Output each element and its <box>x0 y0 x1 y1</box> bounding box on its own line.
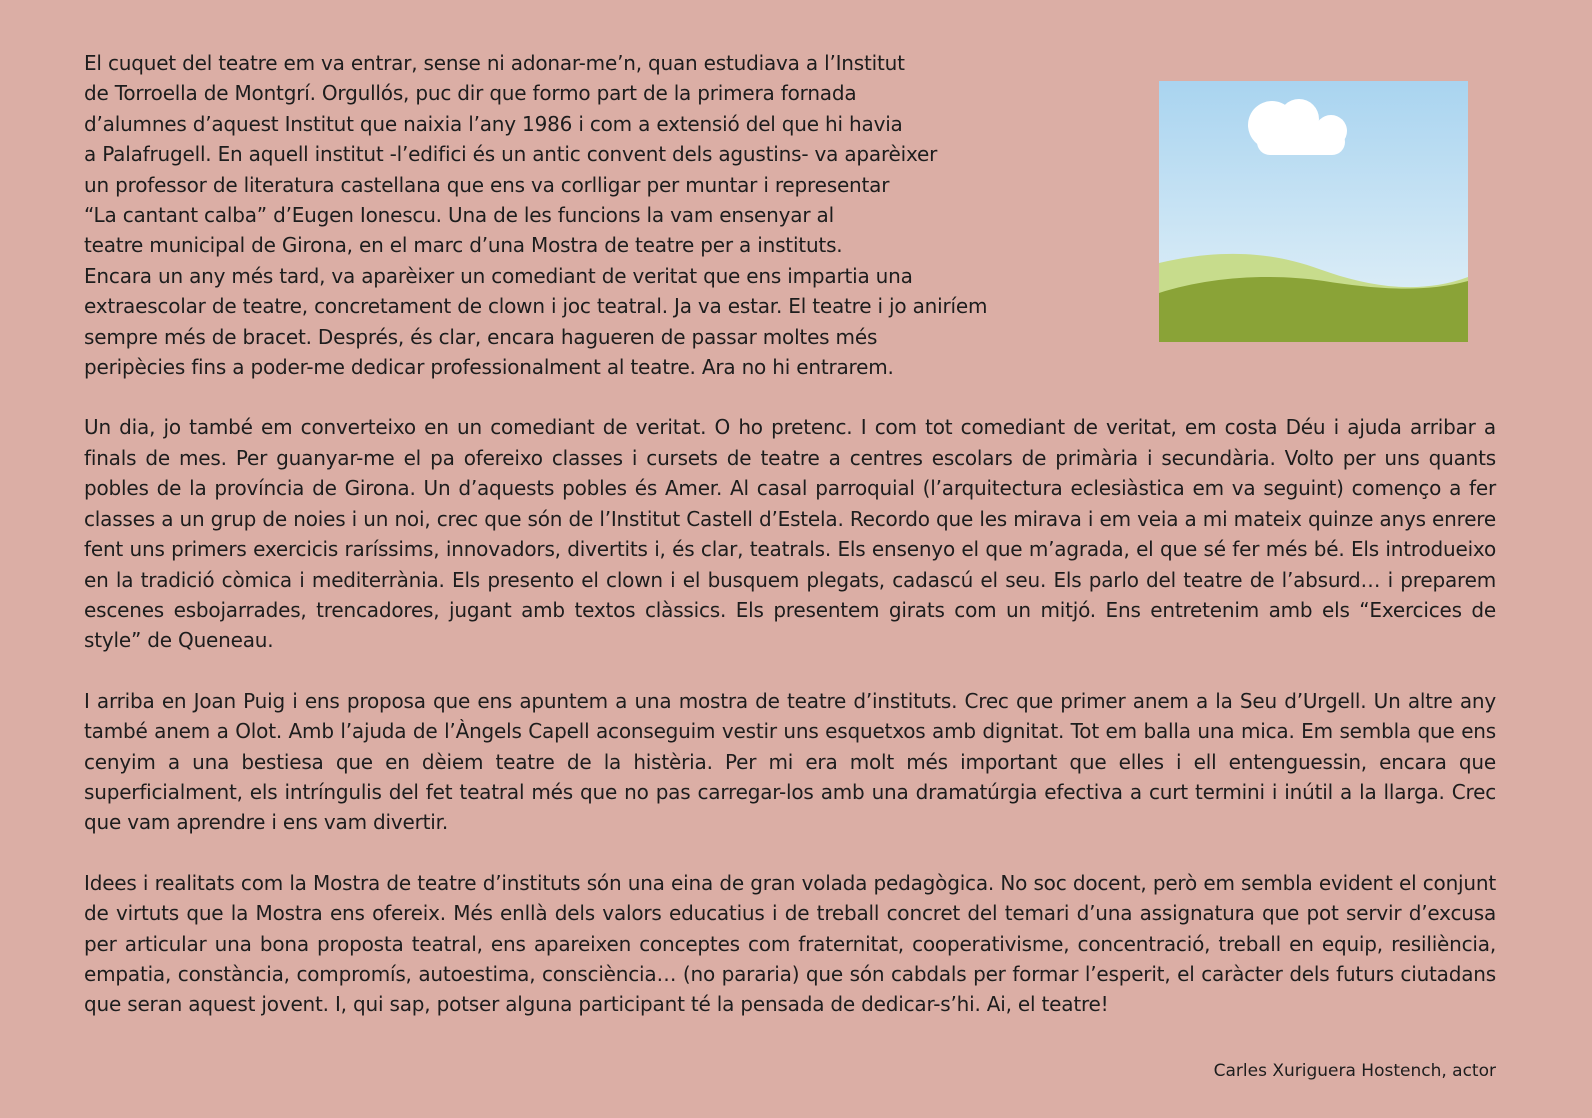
author-signature: Carles Xuriguera Hostench, actor <box>1213 1061 1496 1081</box>
paragraph-2: Un dia, jo també em converteixo en un comediant de veritat. O ho pretenc. I com tot comediant de veritat, em costa Déu i ajuda arribar a finals de mes. Per guanyar-me el pa ofereixo classes i cursets de teatre a centres escolars de primària i secundària. Volto per uns quants pobles de la província de Girona. Un d’aquests pobles és Amer. Al casal parroquial (l’arquitectura eclesiàstica em va seguint) començo a fer classes a un grup de noies i un noi, crec que són de l’Institut Castell d’Estela. Recordo que les mirava i em veia a mi mateix quinze anys enrere fent uns primers exercicis raríssims, innovadors, divertits i, és clar, teatrals. Els ensenyo el que m’agrada, el que sé fer més bé. Els introdueixo en la tradició còmica i mediterrània. Els presento el clown i el busquem plegats, cadascú el seu. Els parlo del teatre de l’absurd… i preparem escenes esbojarrades, trencadores, jugant amb textos clàssics. Els presentem girats com un mitjó. Ens entretenim amb els “Exercices de style” de Queneau. <box>84 415 1496 653</box>
paragraph-1 <box>84 48 1084 382</box>
paragraph-3: I arriba en Joan Puig i ens proposa que ens apuntem a una mostra de teatre d’instituts. Crec que primer anem a la Seu d’Urgell. Un altre any també anem a Olot. Amb l’ajuda de l’Àngels Capell aconseguim vestir uns esquetxos amb dignitat. Tot em balla una mica. Em sembla que ens cenyim a una bestiesa que en dèiem teatre de la histèria. Per mi era molt més important que elles i ell entenguessin, encara que superficialment, els intríngulis del fet teatral més que no pas carregar-los amb una dramatúrgia efectiva a curt termini i inútil a la llarga. Crec que vam aprendre i ens vam divertir. <box>84 688 1496 835</box>
paragraph-1-line: peripècies fins a poder-me dedicar professionalment al teatre. Ara no hi entrarem. <box>84 355 894 380</box>
paragraph-1-line: sempre més de bracet. Després, és clar, encara hagueren de passar moltes més <box>84 324 878 349</box>
landscape-icon <box>1159 81 1468 342</box>
paragraph-1-line: un professor de literatura castellana que ens va corlligar per muntar i representar <box>84 172 890 197</box>
paragraph-1-line: a Palafrugell. En aquell institut -l’edifici és un antic convent dels agustins- va aparèixer <box>84 142 938 167</box>
paragraph-1-line: El cuquet del teatre em va entrar, sense ni adonar-me’n, quan estudiava a l’Institut <box>84 51 905 75</box>
paragraph-1-line: “La cantant calba” d’Eugen Ionescu. Una de les funcions la vam ensenyar al <box>84 203 834 228</box>
paragraph-1-line: d’alumnes d’aquest Institut que naixia l’any 1986 i com a extensió del que hi havia <box>84 111 903 136</box>
paragraph-1-line: Encara un any més tard, va aparèixer un comediant de veritat que ens impartia una <box>84 263 913 288</box>
paragraph-4: Idees i realitats com la Mostra de teatre d’instituts són una eina de gran volada pedagògica. No soc docent, però em sembla evident el conjunt de virtuts que la Mostra ens ofereix. Més enllà dels valors educatius i de treball concret del temari d’una assignatura que pot servir d’excusa per articular una bona proposta teatral, ens apareixen conceptes com fraternitat, cooperativisme, concentració, treball en equip, resiliència, empatia, constància, compromís, autoestima, consciència… (no pararia) que són cabdals per formar l’esperit, el caràcter dels futurs ciutadans que seran aquest jovent. I, qui sap, potser alguna participant té la pensada de dedicar-s’hi. Ai, el teatre! <box>84 870 1496 1017</box>
paragraph-1-line: de Torroella de Montgrí. Orgullós, puc dir que formo part de la primera fornada <box>84 81 857 106</box>
paragraph-1-line: extraescolar de teatre, concretament de clown i joc teatral. Ja va estar. El teatre i jo aniríem <box>84 294 988 319</box>
paragraph-1-line: teatre municipal de Girona, en el marc d’una Mostra de teatre per a instituts. <box>84 233 843 258</box>
